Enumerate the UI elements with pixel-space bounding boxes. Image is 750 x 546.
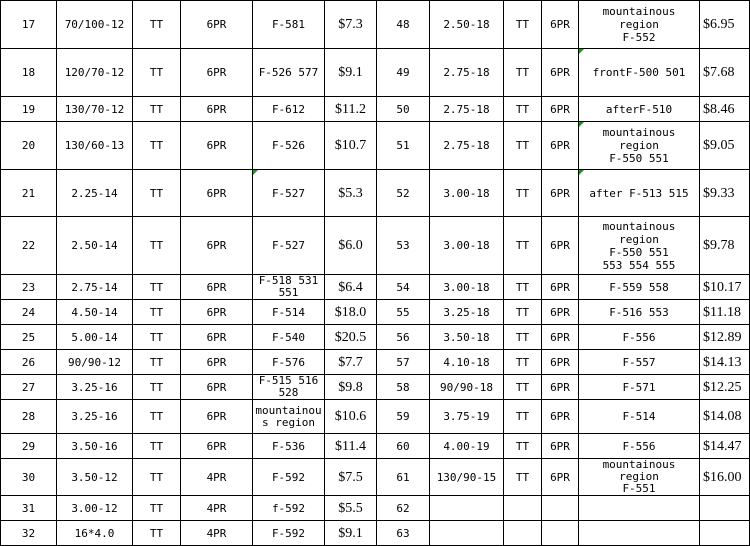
right-no-cell: 63 <box>377 521 430 546</box>
left-ply-cell: 6PR <box>181 97 253 122</box>
left-type-cell: TT <box>133 275 181 300</box>
right-size-cell: 2.75-18 <box>430 122 504 170</box>
right-model-cell: F-559 558 <box>579 275 700 300</box>
right-no-cell: 61 <box>377 459 430 496</box>
right-no-cell: 59 <box>377 400 430 434</box>
left-size-cell: 90/90-12 <box>57 350 133 375</box>
right-ply-cell: 6PR <box>542 122 579 170</box>
right-price-cell <box>700 496 750 521</box>
table-row <box>1 49 750 97</box>
left-no-cell: 19 <box>1 97 57 122</box>
left-type-cell: TT <box>133 1 181 49</box>
right-ply-cell <box>542 521 579 546</box>
left-ply-cell: 6PR <box>181 49 253 97</box>
right-price-cell: $16.00 <box>700 459 750 496</box>
table-row <box>1 400 750 434</box>
right-no-cell: 53 <box>377 217 430 275</box>
table-row <box>1 122 750 170</box>
right-type-cell: TT <box>504 300 542 325</box>
right-ply-cell <box>542 496 579 521</box>
left-no-cell: 31 <box>1 496 57 521</box>
left-model-cell: F-515 516 528 <box>253 375 325 400</box>
right-no-cell: 48 <box>377 1 430 49</box>
left-ply-cell: 6PR <box>181 300 253 325</box>
left-ply-cell: 6PR <box>181 1 253 49</box>
left-size-cell: 130/60-13 <box>57 122 133 170</box>
right-ply-cell: 6PR <box>542 1 579 49</box>
right-price-cell: $14.08 <box>700 400 750 434</box>
right-size-cell <box>430 496 504 521</box>
left-no-cell: 24 <box>1 300 57 325</box>
left-type-cell: TT <box>133 350 181 375</box>
right-no-cell: 50 <box>377 97 430 122</box>
left-size-cell: 130/70-12 <box>57 97 133 122</box>
left-size-cell: 120/70-12 <box>57 49 133 97</box>
right-ply-cell: 6PR <box>542 350 579 375</box>
left-no-cell: 18 <box>1 49 57 97</box>
right-type-cell <box>504 496 542 521</box>
right-model-cell: after F-513 515 <box>579 170 700 217</box>
right-type-cell: TT <box>504 275 542 300</box>
right-type-cell: TT <box>504 97 542 122</box>
right-price-cell: $8.46 <box>700 97 750 122</box>
left-price-cell: $5.5 <box>325 496 377 521</box>
left-model-cell: F-592 <box>253 459 325 496</box>
left-model-cell: F-526 <box>253 122 325 170</box>
right-size-cell: 3.50-18 <box>430 325 504 350</box>
right-price-cell: $10.17 <box>700 275 750 300</box>
left-type-cell: TT <box>133 97 181 122</box>
left-ply-cell: 6PR <box>181 170 253 217</box>
right-price-cell: $12.89 <box>700 325 750 350</box>
table-row <box>1 434 750 459</box>
left-size-cell: 2.25-14 <box>57 170 133 217</box>
left-ply-cell: 6PR <box>181 350 253 375</box>
table-row <box>1 275 750 300</box>
right-ply-cell: 6PR <box>542 325 579 350</box>
left-type-cell: TT <box>133 400 181 434</box>
left-type-cell: TT <box>133 49 181 97</box>
right-size-cell: 3.00-18 <box>430 170 504 217</box>
right-size-cell: 2.75-18 <box>430 49 504 97</box>
right-size-cell: 2.75-18 <box>430 97 504 122</box>
right-type-cell: TT <box>504 1 542 49</box>
right-size-cell: 3.00-18 <box>430 217 504 275</box>
right-price-cell: $14.13 <box>700 350 750 375</box>
left-type-cell: TT <box>133 217 181 275</box>
right-size-cell: 3.75-19 <box>430 400 504 434</box>
right-no-cell: 57 <box>377 350 430 375</box>
right-ply-cell: 6PR <box>542 170 579 217</box>
right-ply-cell: 6PR <box>542 217 579 275</box>
left-model-cell: F-527 <box>253 217 325 275</box>
left-price-cell: $5.3 <box>325 170 377 217</box>
left-model-cell: F-518 531 551 <box>253 275 325 300</box>
right-size-cell: 3.00-18 <box>430 275 504 300</box>
right-price-cell: $14.47 <box>700 434 750 459</box>
left-model-cell: F-536 <box>253 434 325 459</box>
left-type-cell: TT <box>133 496 181 521</box>
left-size-cell: 2.75-14 <box>57 275 133 300</box>
left-price-cell: $6.0 <box>325 217 377 275</box>
right-no-cell: 56 <box>377 325 430 350</box>
table-row <box>1 521 750 546</box>
right-model-cell: mountainous region F-550 551 <box>579 122 700 170</box>
left-type-cell: TT <box>133 300 181 325</box>
left-no-cell: 25 <box>1 325 57 350</box>
table-row <box>1 325 750 350</box>
left-model-cell: f-592 <box>253 496 325 521</box>
left-no-cell: 26 <box>1 350 57 375</box>
right-model-cell <box>579 496 700 521</box>
left-price-cell: $6.4 <box>325 275 377 300</box>
left-model-cell: F-527 <box>253 170 325 217</box>
left-size-cell: 5.00-14 <box>57 325 133 350</box>
right-price-cell: $9.33 <box>700 170 750 217</box>
right-type-cell: TT <box>504 122 542 170</box>
left-size-cell: 3.25-16 <box>57 375 133 400</box>
table-row <box>1 375 750 400</box>
right-model-cell: F-514 <box>579 400 700 434</box>
right-price-cell <box>700 521 750 546</box>
right-size-cell: 130/90-15 <box>430 459 504 496</box>
left-price-cell: $11.4 <box>325 434 377 459</box>
left-price-cell: $10.6 <box>325 400 377 434</box>
left-no-cell: 28 <box>1 400 57 434</box>
right-model-cell: F-556 <box>579 434 700 459</box>
left-type-cell: TT <box>133 434 181 459</box>
right-model-cell: F-556 <box>579 325 700 350</box>
left-price-cell: $11.2 <box>325 97 377 122</box>
left-model-cell: F-581 <box>253 1 325 49</box>
right-model-cell: F-557 <box>579 350 700 375</box>
table-row <box>1 217 750 275</box>
right-type-cell: TT <box>504 400 542 434</box>
left-no-cell: 32 <box>1 521 57 546</box>
right-no-cell: 58 <box>377 375 430 400</box>
right-model-cell <box>579 521 700 546</box>
left-size-cell: 16*4.0 <box>57 521 133 546</box>
left-price-cell: $7.7 <box>325 350 377 375</box>
right-model-cell: mountainous region F-552 <box>579 1 700 49</box>
right-no-cell: 62 <box>377 496 430 521</box>
left-size-cell: 70/100-12 <box>57 1 133 49</box>
left-price-cell: $20.5 <box>325 325 377 350</box>
right-type-cell: TT <box>504 217 542 275</box>
table-row <box>1 300 750 325</box>
right-price-cell: $7.68 <box>700 49 750 97</box>
left-model-cell: F-612 <box>253 97 325 122</box>
right-ply-cell: 6PR <box>542 375 579 400</box>
left-price-cell: $9.1 <box>325 521 377 546</box>
left-size-cell: 3.50-12 <box>57 459 133 496</box>
table-row <box>1 1 750 49</box>
right-type-cell: TT <box>504 325 542 350</box>
right-type-cell: TT <box>504 49 542 97</box>
left-no-cell: 27 <box>1 375 57 400</box>
left-ply-cell: 6PR <box>181 122 253 170</box>
table-row <box>1 459 750 496</box>
left-model-cell: F-526 577 <box>253 49 325 97</box>
right-size-cell: 90/90-18 <box>430 375 504 400</box>
left-size-cell: 3.00-12 <box>57 496 133 521</box>
right-model-cell: F-516 553 <box>579 300 700 325</box>
right-size-cell: 3.25-18 <box>430 300 504 325</box>
left-size-cell: 4.50-14 <box>57 300 133 325</box>
left-model-cell: F-592 <box>253 521 325 546</box>
right-price-cell: $9.78 <box>700 217 750 275</box>
table-row <box>1 97 750 122</box>
right-price-cell: $6.95 <box>700 1 750 49</box>
right-type-cell <box>504 521 542 546</box>
right-ply-cell: 6PR <box>542 400 579 434</box>
left-size-cell: 3.25-16 <box>57 400 133 434</box>
right-no-cell: 49 <box>377 49 430 97</box>
right-ply-cell: 6PR <box>542 300 579 325</box>
right-price-cell: $12.25 <box>700 375 750 400</box>
left-ply-cell: 6PR <box>181 275 253 300</box>
right-type-cell: TT <box>504 375 542 400</box>
right-ply-cell: 6PR <box>542 434 579 459</box>
right-no-cell: 51 <box>377 122 430 170</box>
right-ply-cell: 6PR <box>542 275 579 300</box>
left-price-cell: $7.3 <box>325 1 377 49</box>
left-ply-cell: 6PR <box>181 400 253 434</box>
right-no-cell: 54 <box>377 275 430 300</box>
left-size-cell: 3.50-16 <box>57 434 133 459</box>
left-no-cell: 17 <box>1 1 57 49</box>
right-no-cell: 60 <box>377 434 430 459</box>
right-size-cell: 4.00-19 <box>430 434 504 459</box>
left-type-cell: TT <box>133 325 181 350</box>
right-model-cell: afterF-510 <box>579 97 700 122</box>
right-model-cell: F-571 <box>579 375 700 400</box>
left-type-cell: TT <box>133 521 181 546</box>
left-type-cell: TT <box>133 122 181 170</box>
right-size-cell <box>430 521 504 546</box>
left-ply-cell: 6PR <box>181 375 253 400</box>
table-body <box>1 1 750 546</box>
left-price-cell: $7.5 <box>325 459 377 496</box>
right-ply-cell: 6PR <box>542 97 579 122</box>
right-type-cell: TT <box>504 459 542 496</box>
table-row <box>1 170 750 217</box>
right-model-cell: mountainous region F-551 <box>579 459 700 496</box>
left-no-cell: 22 <box>1 217 57 275</box>
left-ply-cell: 6PR <box>181 217 253 275</box>
right-size-cell: 2.50-18 <box>430 1 504 49</box>
right-size-cell: 4.10-18 <box>430 350 504 375</box>
left-model-cell: F-514 <box>253 300 325 325</box>
left-type-cell: TT <box>133 170 181 217</box>
left-no-cell: 20 <box>1 122 57 170</box>
right-type-cell: TT <box>504 170 542 217</box>
left-ply-cell: 4PR <box>181 521 253 546</box>
right-ply-cell: 6PR <box>542 459 579 496</box>
right-model-cell: frontF-500 501 <box>579 49 700 97</box>
left-model-cell: F-576 <box>253 350 325 375</box>
left-ply-cell: 6PR <box>181 434 253 459</box>
left-price-cell: $10.7 <box>325 122 377 170</box>
right-no-cell: 55 <box>377 300 430 325</box>
left-type-cell: TT <box>133 375 181 400</box>
right-type-cell: TT <box>504 434 542 459</box>
left-ply-cell: 6PR <box>181 325 253 350</box>
right-type-cell: TT <box>504 350 542 375</box>
left-ply-cell: 4PR <box>181 459 253 496</box>
left-price-cell: $18.0 <box>325 300 377 325</box>
left-price-cell: $9.8 <box>325 375 377 400</box>
table-row <box>1 350 750 375</box>
table-row <box>1 496 750 521</box>
left-model-cell: F-540 <box>253 325 325 350</box>
left-size-cell: 2.50-14 <box>57 217 133 275</box>
right-price-cell: $9.05 <box>700 122 750 170</box>
left-no-cell: 21 <box>1 170 57 217</box>
right-ply-cell: 6PR <box>542 49 579 97</box>
left-no-cell: 29 <box>1 434 57 459</box>
left-no-cell: 30 <box>1 459 57 496</box>
right-no-cell: 52 <box>377 170 430 217</box>
left-type-cell: TT <box>133 459 181 496</box>
left-ply-cell: 4PR <box>181 496 253 521</box>
left-model-cell: mountainou s region <box>253 400 325 434</box>
left-no-cell: 23 <box>1 275 57 300</box>
right-price-cell: $11.18 <box>700 300 750 325</box>
left-price-cell: $9.1 <box>325 49 377 97</box>
right-model-cell: mountainous region F-550 551 553 554 555 <box>579 217 700 275</box>
